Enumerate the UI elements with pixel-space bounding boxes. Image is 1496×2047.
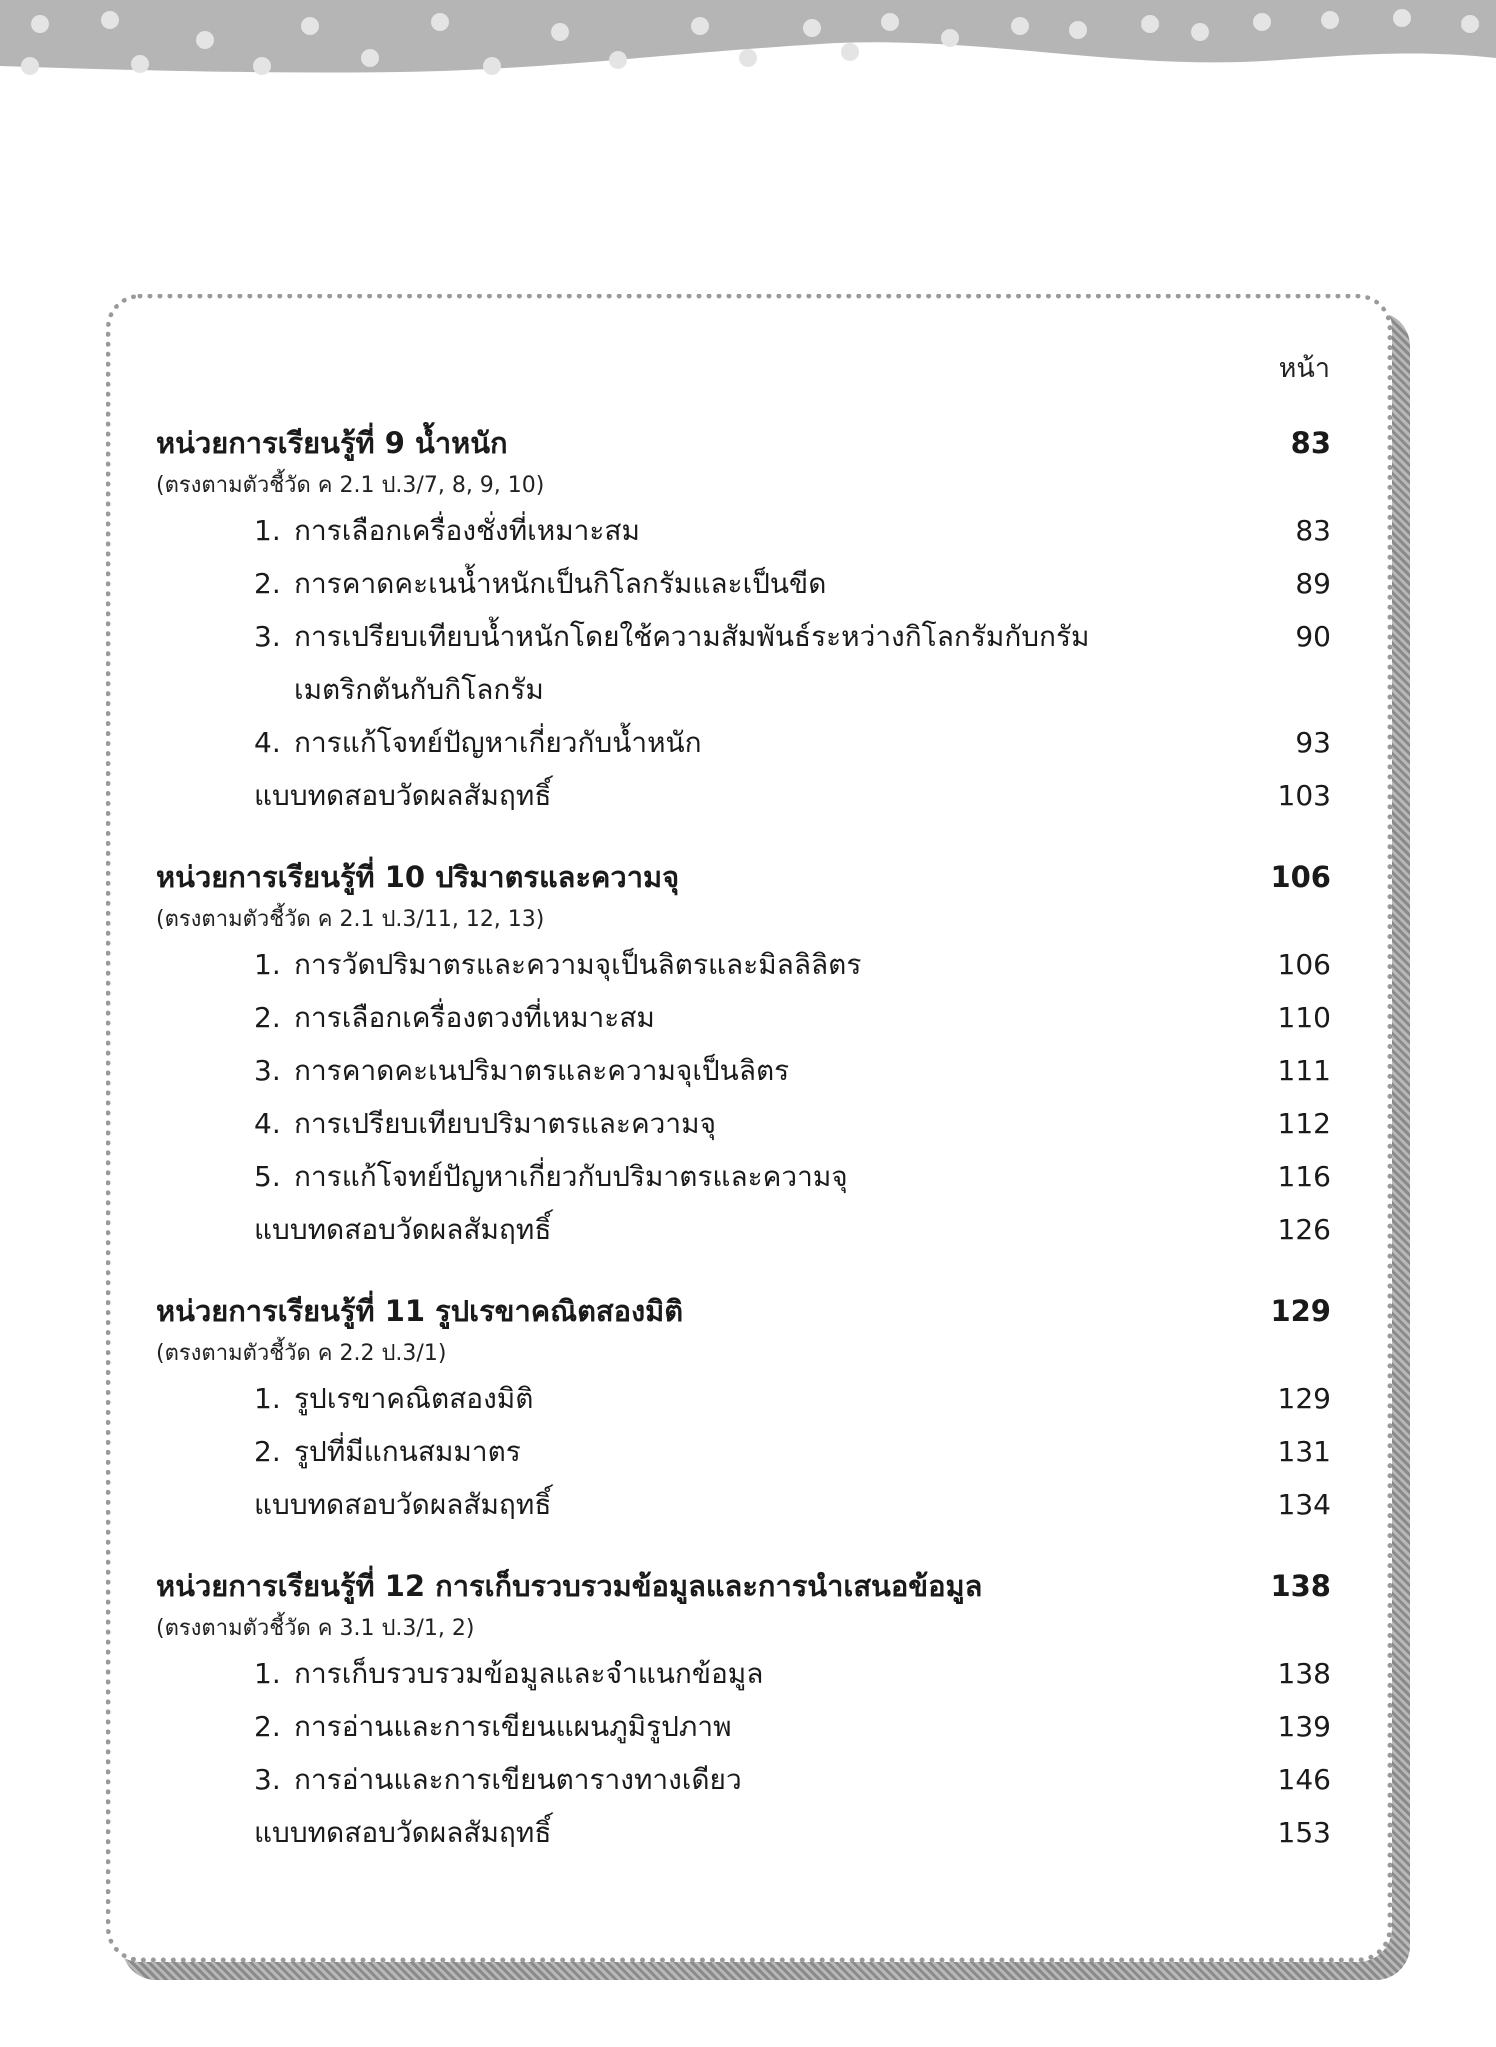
entry-number: 2. (254, 1710, 281, 1743)
toc-entry[interactable] (156, 1478, 1331, 1531)
entry-label (254, 557, 1114, 610)
entry-page-number: 146 (1277, 1763, 1331, 1796)
entry-label (254, 1753, 1114, 1806)
entry-label (254, 610, 1114, 716)
entry-label (254, 716, 1114, 769)
entry-text: รูปที่มีแกนสมมาตร (294, 1435, 521, 1468)
entry-text: แบบทดสอบวัดผลสัมฤทธิ์ (254, 1213, 552, 1246)
unit-page-number: 129 (1270, 1294, 1331, 1328)
unit-page-number: 138 (1270, 1569, 1331, 1603)
toc-entry[interactable] (156, 504, 1331, 557)
entry-label (254, 1097, 1114, 1150)
entry-page-number: 112 (1277, 1107, 1331, 1140)
entry-text: แบบทดสอบวัดผลสัมฤทธิ์ (254, 1488, 552, 1521)
entry-label (254, 1647, 1114, 1700)
toc-entry[interactable] (156, 1150, 1331, 1203)
entry-label (254, 1425, 1114, 1478)
entry-label (254, 938, 1114, 991)
entry-label (254, 991, 1114, 1044)
table-of-contents (156, 418, 1331, 1859)
toc-entry[interactable] (156, 1097, 1331, 1150)
toc-unit (156, 1286, 1331, 1531)
entry-label (254, 1478, 1074, 1531)
entry-text: รูปเรขาคณิตสองมิติ (294, 1382, 534, 1415)
toc-entry[interactable] (156, 716, 1331, 769)
entry-number: 1. (254, 1657, 281, 1690)
unit-title: หน่วยการเรียนรู้ที่ 12 การเก็บรวบรวมข้อมูลและการนำเสนอข้อมูล (156, 1569, 983, 1603)
entry-page-number: 103 (1277, 779, 1331, 812)
entry-page-number: 83 (1295, 514, 1331, 547)
unit-heading[interactable] (156, 1561, 1331, 1611)
entry-text: การคาดคะเนน้ำหนักเป็นกิโลกรัมและเป็นขีด (294, 567, 827, 600)
entry-text: การวัดปริมาตรและความจุเป็นลิตรและมิลลิลิตร (294, 948, 862, 981)
unit-page-number: 106 (1270, 860, 1331, 894)
entry-text: การอ่านและการเขียนตารางทางเดียว (294, 1763, 742, 1796)
entry-number: 1. (254, 514, 281, 547)
entry-label (254, 1806, 1074, 1859)
entry-page-number: 153 (1277, 1816, 1331, 1849)
entry-number: 2. (254, 1435, 281, 1468)
top-decorative-band (0, 0, 1496, 110)
toc-unit (156, 418, 1331, 822)
entry-page-number: 106 (1277, 948, 1331, 981)
entry-label (254, 504, 1114, 557)
entry-page-number: 111 (1277, 1054, 1331, 1087)
unit-indicator: (ตรงตามตัวชี้วัด ค 2.1 ป.3/7, 8, 9, 10) (156, 473, 545, 498)
entry-number: 3. (254, 1054, 281, 1087)
entry-text: การแก้โจทย์ปัญหาเกี่ยวกับน้ำหนัก (294, 726, 702, 759)
unit-title: หน่วยการเรียนรู้ที่ 11 รูปเรขาคณิตสองมิติ (156, 1294, 684, 1328)
entry-label (254, 1044, 1114, 1097)
entry-label (254, 1372, 1114, 1425)
unit-page-number: 83 (1290, 426, 1331, 460)
entry-text: การเลือกเครื่องตวงที่เหมาะสม (294, 1001, 655, 1034)
entry-number: 4. (254, 726, 281, 759)
entry-number: 2. (254, 1001, 281, 1034)
unit-heading[interactable] (156, 852, 1331, 902)
entry-page-number: 89 (1295, 567, 1331, 600)
toc-entry[interactable] (156, 1753, 1331, 1806)
toc-entry[interactable] (156, 1372, 1331, 1425)
toc-entry[interactable] (156, 1806, 1331, 1859)
entry-text: การเปรียบเทียบปริมาตรและความจุ (294, 1107, 716, 1140)
entry-text: การเก็บรวบรวมข้อมูลและจำแนกข้อมูล (294, 1657, 764, 1690)
entry-page-number: 116 (1277, 1160, 1331, 1193)
entry-label (254, 769, 1074, 822)
entry-number: 1. (254, 948, 281, 981)
entry-text: แบบทดสอบวัดผลสัมฤทธิ์ (254, 779, 552, 812)
entry-text: การเปรียบเทียบน้ำหนักโดยใช้ความสัมพันธ์ระหว่างกิโลกรัมกับกรัม เมตริกตันกับกิโลกรัม (294, 620, 1090, 706)
entry-page-number: 139 (1277, 1710, 1331, 1743)
toc-entry[interactable] (156, 938, 1331, 991)
toc-entry[interactable] (156, 1700, 1331, 1753)
toc-entry[interactable] (156, 1203, 1331, 1256)
entry-text: การคาดคะเนปริมาตรและความจุเป็นลิตร (294, 1054, 790, 1087)
entry-number: 4. (254, 1107, 281, 1140)
unit-heading[interactable] (156, 418, 1331, 468)
entry-page-number: 90 (1295, 620, 1331, 653)
page-column-header: หน้า (1278, 353, 1330, 384)
entry-number: 2. (254, 567, 281, 600)
entry-number: 5. (254, 1160, 281, 1193)
entry-page-number: 129 (1277, 1382, 1331, 1415)
entry-page-number: 110 (1277, 1001, 1331, 1034)
entry-text: การแก้โจทย์ปัญหาเกี่ยวกับปริมาตรและความจุ (294, 1160, 848, 1193)
entry-number: 3. (254, 1763, 281, 1796)
unit-indicator: (ตรงตามตัวชี้วัด ค 2.1 ป.3/11, 12, 13) (156, 907, 545, 932)
entry-number: 1. (254, 1382, 281, 1415)
entry-page-number: 93 (1295, 726, 1331, 759)
toc-entry[interactable] (156, 557, 1331, 610)
entry-number: 3. (254, 620, 281, 653)
entry-page-number: 126 (1277, 1213, 1331, 1246)
unit-heading[interactable] (156, 1286, 1331, 1336)
toc-unit (156, 852, 1331, 1256)
entry-text: การเลือกเครื่องชั่งที่เหมาะสม (294, 514, 640, 547)
entry-page-number: 134 (1277, 1488, 1331, 1521)
entry-label (254, 1700, 1114, 1753)
toc-entry[interactable] (156, 769, 1331, 822)
unit-title: หน่วยการเรียนรู้ที่ 9 น้ำหนัก (156, 426, 508, 460)
entry-text: การอ่านและการเขียนแผนภูมิรูปภาพ (294, 1710, 732, 1743)
entry-page-number: 138 (1277, 1657, 1331, 1690)
unit-title: หน่วยการเรียนรู้ที่ 10 ปริมาตรและความจุ (156, 860, 680, 894)
toc-entry[interactable] (156, 1425, 1331, 1478)
toc-entry[interactable] (156, 1044, 1331, 1097)
toc-entry[interactable] (156, 991, 1331, 1044)
unit-indicator: (ตรงตามตัวชี้วัด ค 2.2 ป.3/1) (156, 1341, 447, 1366)
entry-page-number: 131 (1277, 1435, 1331, 1468)
entry-label (254, 1150, 1114, 1203)
unit-indicator: (ตรงตามตัวชี้วัด ค 3.1 ป.3/1, 2) (156, 1616, 475, 1641)
toc-entry[interactable] (156, 1647, 1331, 1700)
entry-text: แบบทดสอบวัดผลสัมฤทธิ์ (254, 1816, 552, 1849)
toc-entry[interactable] (156, 610, 1331, 716)
toc-unit (156, 1561, 1331, 1859)
entry-label (254, 1203, 1074, 1256)
